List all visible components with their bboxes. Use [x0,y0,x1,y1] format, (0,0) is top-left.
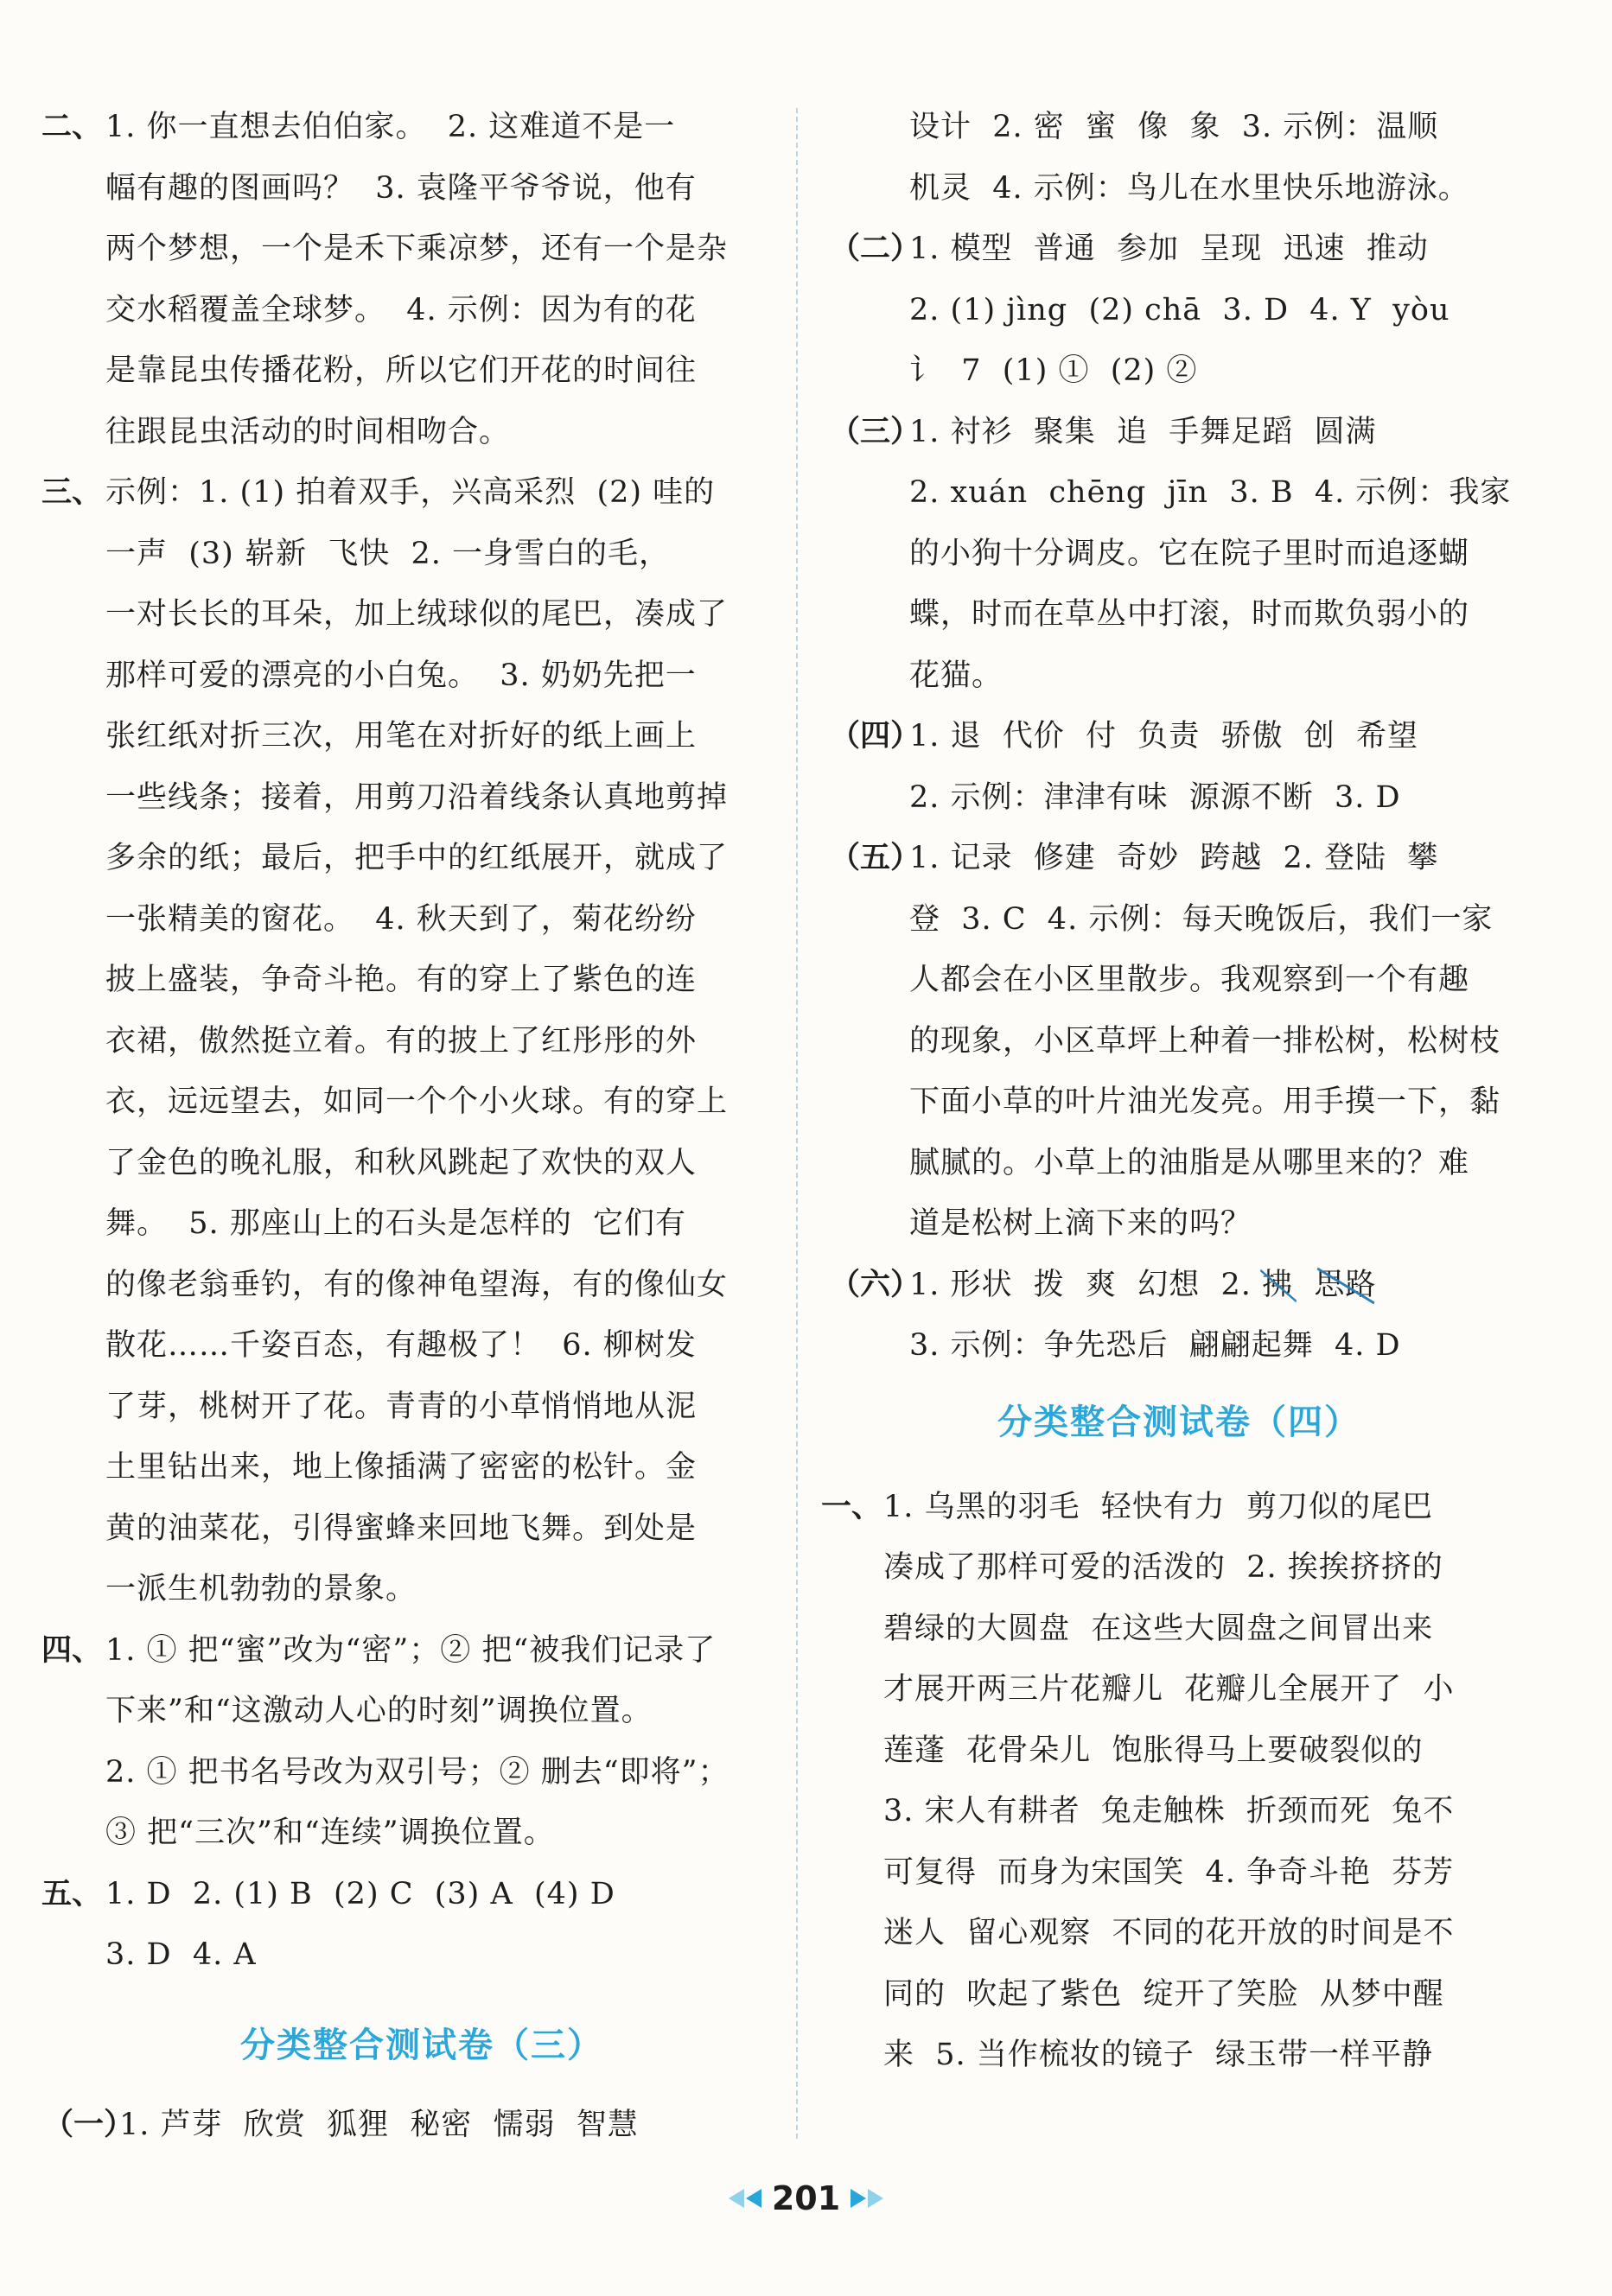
answer-line: 凑成了那样可爱的活泼的 2. 挨挨挤挤的 [883,1550,1443,1585]
answer-line: 衣裙，傲然挺立着。有的披上了红彤彤的外 [105,1023,698,1059]
answer-line: 那样可爱的漂亮的小白兔。 3. 奶奶先把一 [105,658,697,693]
answer-line [909,1255,1528,1316]
strike-mark-icon [1258,1267,1298,1305]
answer-line: 2. (1) jìng (2) chā 3. D 4. Y yòu [909,292,1450,328]
answer-line: 下来”和“这激动人心的时刻”调换位置。 [105,1694,653,1728]
answer-line: 同的 吹起了紫色 绽开了笑脸 从梦中醒 [883,1976,1444,2012]
answer-line: 讠 7 (1) ① (2) ② [909,353,1198,388]
answer-line: 1. 芦芽 欣赏 狐狸 秘密 懦弱 智慧 [119,2107,639,2142]
answer-line: 1. D 2. (1) B (2) C (3) A (4) D [105,1876,615,1911]
answer-line: 才展开两三片花瓣儿 花瓣儿全展开了 小 [883,1672,1455,1707]
answer-line: 1. 退 代价 付 负责 骄傲 创 希望 [909,719,1419,754]
answer-line: 的现象，小区草坪上种着一排松树，松树枝 [909,1023,1501,1059]
answer-line: 花猫。 [909,658,1004,693]
part-label: （一） [43,2106,135,2142]
answer-line: 机灵 4. 示例：鸟儿在水里快乐地游泳。 [909,170,1469,206]
answer-line: 1. 乌黑的羽毛 轻快有力 剪刀似的尾巴 [883,1489,1434,1524]
answer-line: 下面小草的叶片油光发亮。用手摸一下，黏 [909,1084,1501,1119]
part-lines [43,2095,768,2156]
answer-line: 腻腻的。小草上的油脂是从哪里来的？难 [909,1145,1470,1180]
part-label: （五） [830,840,921,875]
crossed-text: 思路 [1314,1267,1377,1302]
part-three [830,402,1528,707]
answer-line: 衣，远远望去，如同一个个小火球。有的穿上 [105,1084,729,1119]
answer-line: 舞。 5. 那座山上的石头是怎样的 它们有 [105,1206,687,1241]
test-heading-four: 分类整合测试卷（四） [997,1402,1360,1442]
left-column [41,97,768,2155]
strike-mark-icon [1310,1267,1381,1305]
answer-line: 可复得 而身为宋国笑 4. 争奇斗艳 芬芳 [883,1854,1455,1890]
answer-line: 交水稻覆盖全球梦。 4. 示例：因为有的花 [105,292,697,328]
answer-line: 3. D 4. A [105,1937,257,1972]
answer-text: 1. 形状 拨 爽 幻想 2. [909,1267,1263,1302]
answer-line: 道是松树上滴下来的吗？ [909,1206,1252,1241]
answer-line: 莲蓬 花骨朵儿 饱胀得马上要破裂似的 [883,1733,1424,1768]
answer-line: 1. 你一直想去伯伯家。 2. 这难道不是一 [105,110,676,144]
part-lines [830,97,1528,219]
column-divider [796,108,798,2139]
answer-line: 蝶，时而在草丛中打滚，时而欺负弱小的 [909,597,1470,632]
next-arrows-icon [851,2189,883,2208]
part-label: （二） [830,231,921,266]
part-four [830,706,1528,828]
answer-line: 人都会在小区里散步。我观察到一个有趣 [909,963,1470,997]
crossed-out-word [1314,1255,1376,1316]
crossed-out-word [1262,1255,1293,1316]
answer-line: 的像老翁垂钓，有的像神龟望海，有的像仙女 [105,1267,729,1302]
answer-line: 张红纸对折三次，用笔在对折好的纸上画上 [105,719,698,754]
part-lines [830,402,1528,707]
page-number: 201 [771,2179,841,2217]
part-one [43,2095,768,2156]
page-footer [0,2171,1612,2226]
answer-line: 散花……千姿百态，有趣极了！ 6. 柳树发 [105,1328,697,1363]
answer-line: 3. 示例：争先恐后 翩翩起舞 4. D [909,1328,1401,1363]
answer-line: 一些线条；接着，用剪刀沿着线条认真地剪掉 [105,779,729,815]
answer-line: 1. ① 把“蜜”改为“密”；② 把“被我们记录了 [105,1632,717,1668]
answer-line: 了金色的晚礼服，和秋风跳起了欢快的双人 [105,1145,698,1180]
section-lines [821,1477,1528,2086]
answer-line: 2. xuán chēng jīn 3. B 4. 示例：我家 [909,475,1512,510]
part-six [830,1255,1528,1377]
section-one [821,1477,1528,2086]
answer-line: 碧绿的大圆盘 在这些大圆盘之间冒出来 [883,1611,1434,1646]
part-lines [830,828,1528,1255]
crossed-text: 拂 [1262,1267,1294,1302]
answer-line: 黄的油菜花，引得蜜蜂来回地飞舞。到处是 [105,1511,698,1546]
answer-line: 迷人 留心观察 不同的花开放的时间是不 [883,1916,1455,1950]
answer-line: 多余的纸；最后，把手中的红纸展开，就成了 [105,841,729,875]
answer-line: 登 3. C 4. 示例：每天晚饭后，我们一家 [909,901,1494,937]
answer-line: 3. 宋人有耕者 兔走触株 折颈而死 兔不 [883,1794,1455,1829]
answer-line: 一张精美的窗花。 4. 秋天到了，菊花纷纷 [105,901,697,937]
part-label: （四） [830,718,921,754]
answer-line: 一声 (3) 崭新 飞快 2. 一身雪白的毛， [105,536,670,571]
section-lines [41,1620,768,1864]
part-label: （三） [830,413,921,449]
answer-line: 土里钻出来，地上像插满了密密的松针。金 [105,1450,698,1485]
answer-line: 1. 衬衫 聚集 追 手舞足蹈 圆满 [909,414,1377,449]
answer-line: 设计 2. 密 蜜 像 象 3. 示例：温顺 [909,110,1439,144]
answer-line: 两个梦想，一个是禾下乘凉梦，还有一个是杂 [105,232,729,266]
answer-line: 披上盛装，争奇斗艳。有的穿上了紫色的连 [105,963,698,997]
section-two [41,97,768,462]
section-label: 三、 [41,474,103,510]
answer-line: 的小狗十分调皮。它在院子里时而追逐蝴 [909,536,1470,571]
test-heading-three: 分类整合测试卷（三） [240,2025,603,2065]
part-lines [830,219,1528,402]
part-label: （六） [830,1266,921,1302]
section-lines [41,1864,768,1986]
answer-line: 往跟昆虫活动的时间相吻合。 [105,414,511,449]
section-label: 四、 [41,1631,103,1668]
answer-line: 一派生机勃勃的景象。 [105,1572,417,1606]
answer-line: 了芽，桃树开了花。青青的小草悄悄地从泥 [105,1389,698,1424]
section-four [41,1620,768,1864]
answer-line: 示例：1. (1) 拍着双手，兴高采烈 (2) 哇的 [105,475,716,510]
section-label: 一、 [821,1488,882,1524]
answer-line: 1. 模型 普通 参加 呈现 迅速 推动 [909,232,1429,266]
prev-arrows-icon [729,2189,761,2208]
answer-line: 2. 示例：津津有味 源源不断 3. D [909,779,1401,815]
part-lines [830,1255,1528,1377]
part-five [830,828,1528,1255]
section-label: 五、 [41,1875,103,1911]
part-lines [830,706,1528,828]
part-two [830,219,1528,402]
part-one-continued [830,97,1528,219]
answer-line: 是靠昆虫传播花粉，所以它们开花的时间往 [105,353,698,388]
section-five [41,1864,768,1986]
answer-line: 2. ① 把书名号改为双引号；② 删去“即将”； [105,1754,730,1790]
answer-line: 幅有趣的图画吗？ 3. 袁隆平爷爷说，他有 [105,170,697,206]
right-column [821,97,1528,2086]
section-three [41,462,768,1620]
section-lines [41,462,768,1620]
section-lines [41,97,768,462]
answer-line: 1. 记录 修建 奇妙 跨越 2. 登陆 攀 [909,841,1439,875]
answer-line: 来 5. 当作梳妆的镜子 绿玉带一样平静 [883,2038,1434,2072]
answer-line: 一对长长的耳朵，加上绒球似的尾巴，凑成了 [105,597,729,632]
answer-line: ③ 把“三次”和“连续”调换位置。 [105,1816,555,1850]
section-label: 二、 [41,109,103,144]
